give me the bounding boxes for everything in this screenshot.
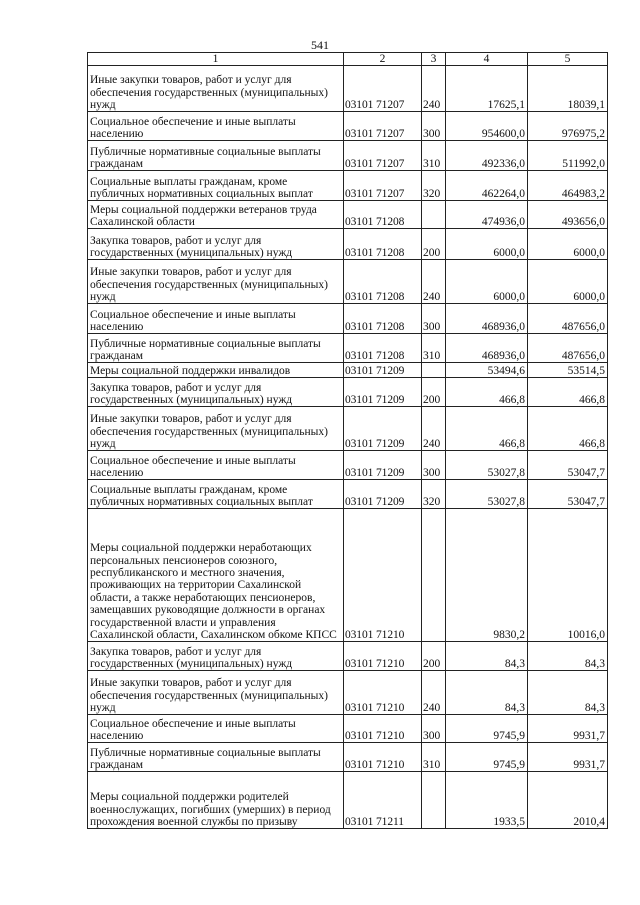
row-amount-year-2: 9931,7 — [528, 743, 608, 772]
row-code: 03101 71209 — [344, 480, 422, 509]
row-code: 03101 71208 — [344, 260, 422, 304]
row-code: 03101 71210 — [344, 671, 422, 715]
row-expense-type: 240 — [422, 260, 446, 304]
table-row — [88, 229, 608, 260]
row-code: 03101 71210 — [344, 642, 422, 671]
row-expense-type: 240 — [422, 66, 446, 112]
row-amount-year-1: 9830,2 — [446, 509, 528, 642]
table-row — [88, 407, 608, 451]
row-name: Публичные нормативные социальные выплаты гражданам — [88, 334, 344, 363]
budget-table — [87, 52, 608, 829]
row-code: 03101 71210 — [344, 743, 422, 772]
row-amount-year-1: 6000,0 — [446, 260, 528, 304]
row-code: 03101 71209 — [344, 451, 422, 480]
row-expense-type: 310 — [422, 141, 446, 171]
row-expense-type — [422, 772, 446, 829]
row-amount-year-2: 493656,0 — [528, 201, 608, 229]
row-expense-type — [422, 363, 446, 378]
row-expense-type: 300 — [422, 715, 446, 743]
row-expense-type: 200 — [422, 642, 446, 671]
row-code: 03101 71209 — [344, 407, 422, 451]
row-amount-year-1: 53027,8 — [446, 480, 528, 509]
row-name: Публичные нормативные социальные выплаты гражданам — [88, 141, 344, 171]
table-row — [88, 772, 608, 829]
row-name: Социальное обеспечение и иные выплаты населению — [88, 112, 344, 141]
table-row — [88, 260, 608, 304]
row-amount-year-1: 492336,0 — [446, 141, 528, 171]
table-row — [88, 451, 608, 480]
row-amount-year-1: 468936,0 — [446, 334, 528, 363]
row-amount-year-1: 462264,0 — [446, 171, 528, 201]
row-amount-year-1: 474936,0 — [446, 201, 528, 229]
table-row — [88, 642, 608, 671]
row-code: 03101 71207 — [344, 112, 422, 141]
table-row — [88, 509, 608, 642]
table-row — [88, 304, 608, 334]
row-amount-year-2: 6000,0 — [528, 229, 608, 260]
row-amount-year-1: 6000,0 — [446, 229, 528, 260]
row-amount-year-2: 84,3 — [528, 642, 608, 671]
row-name: Иные закупки товаров, работ и услуг для обеспечения государственных (муниципальных) нужд — [88, 407, 344, 451]
table-row — [88, 363, 608, 378]
row-amount-year-2: 18039,1 — [528, 66, 608, 112]
row-code: 03101 71207 — [344, 171, 422, 201]
row-name: Иные закупки товаров, работ и услуг для обеспечения государственных (муниципальных) нужд — [88, 260, 344, 304]
header-col-4: 4 — [446, 53, 528, 66]
row-name: Закупка товаров, работ и услуг для государственных (муниципальных) нужд — [88, 378, 344, 407]
row-amount-year-2: 84,3 — [528, 671, 608, 715]
table-row — [88, 141, 608, 171]
row-code: 03101 71209 — [344, 363, 422, 378]
row-expense-type: 240 — [422, 407, 446, 451]
row-amount-year-1: 466,8 — [446, 378, 528, 407]
row-amount-year-1: 466,8 — [446, 407, 528, 451]
row-amount-year-1: 9745,9 — [446, 743, 528, 772]
row-amount-year-2: 466,8 — [528, 407, 608, 451]
row-name: Меры социальной поддержки родителей военнослужащих, погибших (умерших) в период прохождения военной службы по призыву — [88, 772, 344, 829]
row-expense-type: 320 — [422, 171, 446, 201]
row-amount-year-1: 17625,1 — [446, 66, 528, 112]
page-number: 541 — [311, 38, 329, 52]
row-name: Иные закупки товаров, работ и услуг для обеспечения государственных (муниципальных) нужд — [88, 671, 344, 715]
row-expense-type: 200 — [422, 378, 446, 407]
table-row — [88, 480, 608, 509]
row-amount-year-2: 53047,7 — [528, 451, 608, 480]
row-code: 03101 71208 — [344, 334, 422, 363]
row-expense-type — [422, 509, 446, 642]
row-name: Меры социальной поддержки инвалидов — [88, 363, 344, 378]
row-amount-year-1: 53027,8 — [446, 451, 528, 480]
row-amount-year-1: 1933,5 — [446, 772, 528, 829]
table-row — [88, 334, 608, 363]
row-expense-type: 300 — [422, 112, 446, 141]
row-amount-year-1: 468936,0 — [446, 304, 528, 334]
row-amount-year-2: 976975,2 — [528, 112, 608, 141]
row-amount-year-2: 6000,0 — [528, 260, 608, 304]
row-code: 03101 71208 — [344, 304, 422, 334]
row-amount-year-2: 464983,2 — [528, 171, 608, 201]
row-amount-year-2: 2010,4 — [528, 772, 608, 829]
table-row — [88, 743, 608, 772]
table-row — [88, 378, 608, 407]
table-row — [88, 171, 608, 201]
row-expense-type: 240 — [422, 671, 446, 715]
row-code: 03101 71211 — [344, 772, 422, 829]
row-amount-year-2: 53514,5 — [528, 363, 608, 378]
row-name: Социальные выплаты гражданам, кроме публичных нормативных социальных выплат — [88, 171, 344, 201]
header-col-5: 5 — [528, 53, 608, 66]
row-amount-year-2: 466,8 — [528, 378, 608, 407]
row-amount-year-2: 487656,0 — [528, 334, 608, 363]
table-row — [88, 201, 608, 229]
row-name: Социальное обеспечение и иные выплаты населению — [88, 451, 344, 480]
row-expense-type: 320 — [422, 480, 446, 509]
row-name: Меры социальной поддержки ветеранов труда Сахалинской области — [88, 201, 344, 229]
table-row — [88, 671, 608, 715]
row-amount-year-1: 84,3 — [446, 642, 528, 671]
table-row — [88, 112, 608, 141]
row-amount-year-2: 511992,0 — [528, 141, 608, 171]
row-name: Закупка товаров, работ и услуг для государственных (муниципальных) нужд — [88, 642, 344, 671]
row-code: 03101 71209 — [344, 378, 422, 407]
row-name: Иные закупки товаров, работ и услуг для обеспечения государственных (муниципальных) нужд — [88, 66, 344, 112]
row-amount-year-1: 53494,6 — [446, 363, 528, 378]
row-amount-year-2: 10016,0 — [528, 509, 608, 642]
row-code: 03101 71208 — [344, 229, 422, 260]
row-code: 03101 71208 — [344, 201, 422, 229]
row-expense-type — [422, 201, 446, 229]
row-name: Социальное обеспечение и иные выплаты населению — [88, 715, 344, 743]
table-row — [88, 715, 608, 743]
row-name: Закупка товаров, работ и услуг для государственных (муниципальных) нужд — [88, 229, 344, 260]
row-code: 03101 71210 — [344, 715, 422, 743]
row-amount-year-2: 9931,7 — [528, 715, 608, 743]
row-code: 03101 71210 — [344, 509, 422, 642]
header-col-2: 2 — [344, 53, 422, 66]
header-col-1: 1 — [88, 53, 344, 66]
row-name: Меры социальной поддержки неработающих персональных пенсионеров союзного, республиканского и местного значения, проживающих на территории Сахалинской области, а также неработающих пенсионеров, замещавших руководящие должности в органах государственной власти и управления Сахалинской области, Сахалинском обкоме КПСС — [88, 509, 344, 642]
row-amount-year-2: 487656,0 — [528, 304, 608, 334]
table-header-row — [88, 53, 608, 66]
row-expense-type: 300 — [422, 304, 446, 334]
row-code: 03101 71207 — [344, 141, 422, 171]
row-code: 03101 71207 — [344, 66, 422, 112]
header-col-3: 3 — [422, 53, 446, 66]
row-amount-year-1: 9745,9 — [446, 715, 528, 743]
row-name: Публичные нормативные социальные выплаты гражданам — [88, 743, 344, 772]
row-expense-type: 310 — [422, 743, 446, 772]
row-expense-type: 300 — [422, 451, 446, 480]
row-amount-year-2: 53047,7 — [528, 480, 608, 509]
row-expense-type: 200 — [422, 229, 446, 260]
row-amount-year-1: 954600,0 — [446, 112, 528, 141]
table-row — [88, 66, 608, 112]
row-name: Социальные выплаты гражданам, кроме публичных нормативных социальных выплат — [88, 480, 344, 509]
row-expense-type: 310 — [422, 334, 446, 363]
row-name: Социальное обеспечение и иные выплаты населению — [88, 304, 344, 334]
row-amount-year-1: 84,3 — [446, 671, 528, 715]
